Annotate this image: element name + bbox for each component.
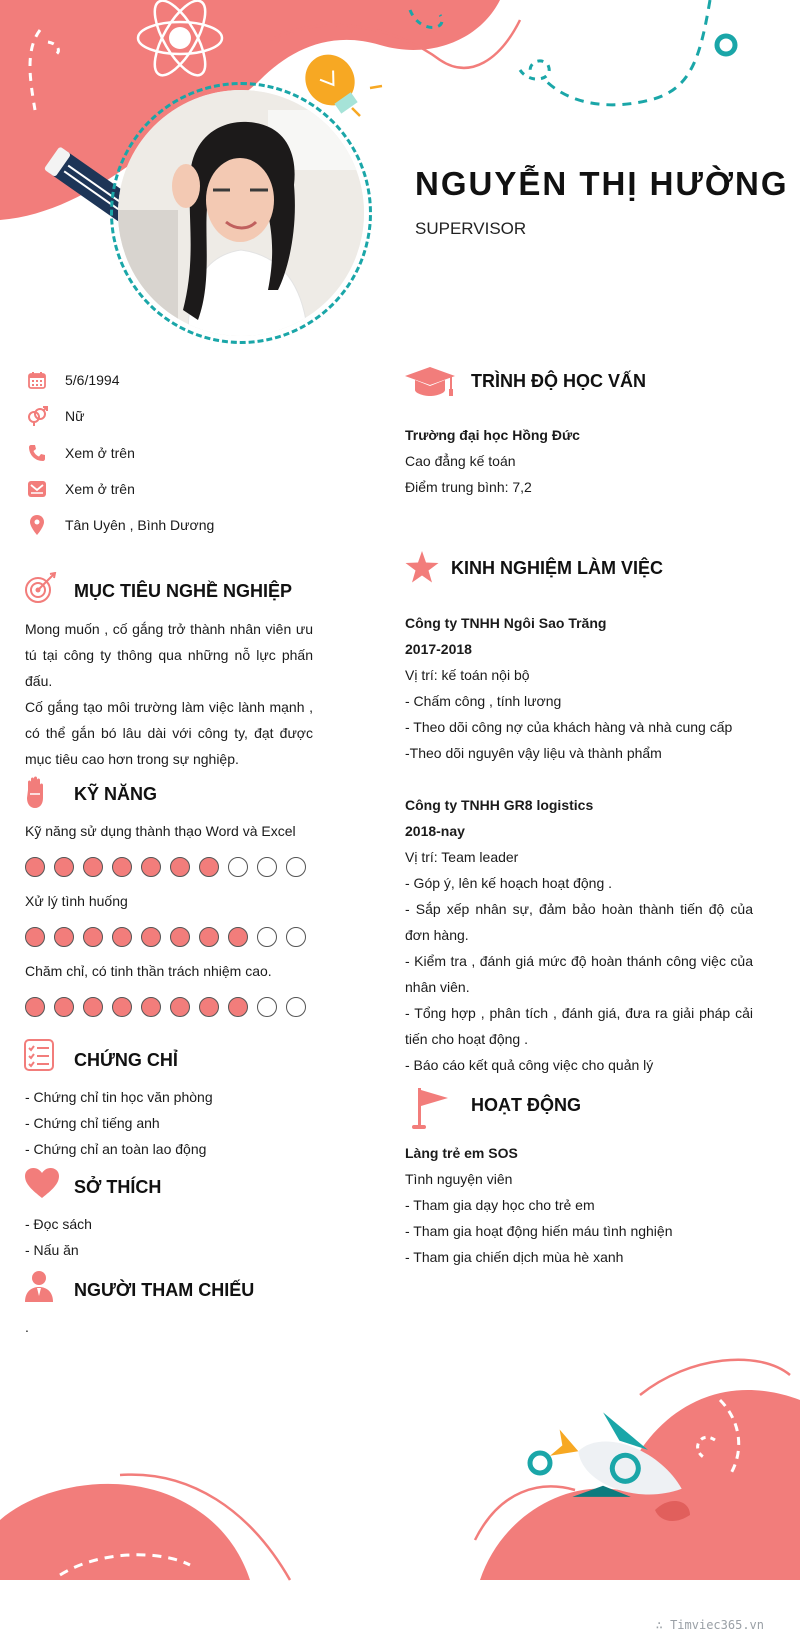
- list-item: - Chứng chỉ tiếng anh: [25, 1115, 160, 1131]
- skill-name: Kỹ năng sử dụng thành thạo Word và Excel: [25, 823, 296, 839]
- list-item: - Tham gia hoạt động hiến máu tình nghiện: [405, 1223, 673, 1239]
- watermark: ∴ Timviec365.vn: [655, 1618, 764, 1632]
- job-line: - Theo dõi công nợ của khách hàng và nhà cung cấp: [405, 719, 733, 735]
- list-item: - Chứng chỉ an toàn lao động: [25, 1141, 207, 1157]
- section-title-references: NGƯỜI THAM CHIẾU: [74, 1280, 255, 1300]
- job-title: SUPERVISOR: [415, 219, 527, 238]
- gender-icon: [25, 404, 49, 428]
- rating-dot-filled: [141, 927, 161, 947]
- skill-rating: [25, 997, 306, 1017]
- avatar: [118, 90, 364, 336]
- job-line: -Theo dõi nguyên vậy liệu và thành phẩm: [405, 745, 662, 761]
- hand-icon: [24, 776, 48, 815]
- job-line: - Sắp xếp nhân sự, đảm bảo hoàn thành tiến độ của đơn hàng.: [405, 901, 753, 943]
- rating-dot-empty: [286, 857, 306, 877]
- experience-job: [405, 610, 753, 766]
- list-item: - Đọc sách: [25, 1216, 92, 1232]
- graduation-cap-icon: [403, 366, 457, 403]
- rating-dot-filled: [112, 997, 132, 1017]
- contact-phone: [25, 441, 135, 465]
- footer-decoration: [0, 1350, 800, 1638]
- rating-dot-filled: [83, 927, 103, 947]
- school-name: Trường đại học Hồng Đức: [405, 427, 580, 443]
- rating-dot-empty: [286, 927, 306, 947]
- contact-text: 5/6/1994: [65, 372, 120, 388]
- activity-org: Làng trẻ em SOS: [405, 1145, 518, 1161]
- section-title-hobbies: SỞ THÍCH: [74, 1177, 162, 1197]
- section-title-education: TRÌNH ĐỘ HỌC VẤN: [471, 371, 646, 391]
- rating-dot-filled: [170, 927, 190, 947]
- target-icon: [24, 572, 58, 609]
- rating-dot-filled: [228, 997, 248, 1017]
- contact-gender: [25, 404, 84, 428]
- rating-dot-filled: [170, 997, 190, 1017]
- job-line: - Chấm công , tính lương: [405, 693, 562, 709]
- hobby-list: [25, 1211, 92, 1263]
- contact-text: Xem ở trên: [65, 445, 135, 461]
- skill-rating: [25, 927, 306, 947]
- contact-text: Nữ: [65, 408, 85, 424]
- rating-dot-filled: [112, 927, 132, 947]
- job-line: - Kiểm tra , đánh giá mức độ hoàn thánh công việc của nhân viên.: [405, 953, 753, 995]
- rating-dot-filled: [141, 997, 161, 1017]
- rating-dot-filled: [83, 997, 103, 1017]
- contact-text: Xem ở trên: [65, 481, 135, 497]
- major: Cao đẳng kế toán: [405, 453, 516, 469]
- contact-birthday: [25, 368, 120, 392]
- company-name: Công ty TNHH Ngôi Sao Trăng: [405, 615, 607, 631]
- contact-text: Tân Uyên , Bình Dương: [65, 517, 215, 533]
- rating-dot-filled: [54, 857, 74, 877]
- phone-icon: [25, 441, 49, 465]
- objective-paragraph: Cố gắng tạo môi trường làm việc lành mạnh , có thể gắn bó lâu dài với công ty, đạt được mục tiêu cao hơn trong sự nghiệp.: [25, 699, 313, 767]
- job-line: - Báo cáo kết quả công việc cho quản lý: [405, 1057, 654, 1073]
- skill-name: Chăm chỉ, có tinh thần trách nhiệm cao.: [25, 963, 272, 979]
- section-title-activities: HOẠT ĐỘNG: [471, 1095, 581, 1115]
- rating-dot-filled: [54, 927, 74, 947]
- rating-dot-filled: [25, 997, 45, 1017]
- job-period: 2017-2018: [405, 641, 472, 657]
- heart-icon: [24, 1167, 60, 1204]
- objective-text: [25, 616, 313, 772]
- objective-paragraph: Mong muốn , cố gắng trở thành nhân viên ưu tú tại công ty thông qua những nỗ lực phấn đấu.: [25, 621, 313, 689]
- calendar-icon: [25, 368, 49, 392]
- job-line: Vị trí: Team leader: [405, 849, 519, 865]
- list-item: - Chứng chỉ tin học văn phòng: [25, 1089, 213, 1105]
- contact-email: [25, 477, 135, 501]
- certificate-list: [25, 1084, 213, 1162]
- candidate-name: NGUYỄN THỊ HƯỜNG: [415, 165, 789, 202]
- activity-role: Tình nguyện viên: [405, 1171, 513, 1187]
- job-line: - Góp ý, lên kế hoạch hoạt động .: [405, 875, 613, 891]
- rating-dot-filled: [199, 927, 219, 947]
- rating-dot-filled: [112, 857, 132, 877]
- rating-dot-filled: [228, 927, 248, 947]
- references-text: .: [25, 1319, 29, 1335]
- rating-dot-empty: [257, 857, 277, 877]
- rating-dot-empty: [257, 997, 277, 1017]
- list-item: - Nấu ăn: [25, 1242, 79, 1258]
- gpa: Điểm trung bình: 7,2: [405, 479, 532, 495]
- skill-name: Xử lý tình huống: [25, 893, 128, 909]
- rating-dot-empty: [228, 857, 248, 877]
- star-icon: [405, 551, 439, 588]
- rating-dot-empty: [257, 927, 277, 947]
- job-line: Vị trí: kế toán nội bộ: [405, 667, 530, 683]
- rating-dot-filled: [170, 857, 190, 877]
- list-item: - Tham gia chiến dịch mùa hè xanh: [405, 1249, 624, 1265]
- rating-dot-filled: [83, 857, 103, 877]
- job-period: 2018-nay: [405, 823, 465, 839]
- person-icon: [24, 1270, 54, 1307]
- skill-rating: [25, 857, 306, 877]
- list-item: - Tham gia dạy học cho trẻ em: [405, 1197, 595, 1213]
- rating-dot-filled: [54, 997, 74, 1017]
- company-name: Công ty TNHH GR8 logistics: [405, 797, 594, 813]
- flag-icon: [412, 1086, 452, 1135]
- experience-job: [405, 792, 753, 1078]
- email-icon: [25, 477, 49, 501]
- certificate-icon: [24, 1039, 54, 1076]
- education-details: [405, 422, 755, 500]
- rating-dot-filled: [25, 857, 45, 877]
- rating-dot-filled: [199, 997, 219, 1017]
- rating-dot-filled: [25, 927, 45, 947]
- section-title-skills: KỸ NĂNG: [74, 784, 158, 804]
- rating-dot-filled: [141, 857, 161, 877]
- job-line: - Tổng hợp , phân tích , đánh giá, đưa ra giải pháp cải tiến cho hoạt động .: [405, 1005, 753, 1047]
- rating-dot-empty: [286, 997, 306, 1017]
- section-title-certificates: CHỨNG CHỈ: [74, 1050, 178, 1070]
- section-title-objective: MỤC TIÊU NGHỀ NGHIỆP: [74, 581, 293, 601]
- section-title-experience: KINH NGHIỆM LÀM VIỆC: [451, 558, 664, 578]
- activity-details: [405, 1140, 755, 1270]
- rating-dot-filled: [199, 857, 219, 877]
- contact-address: [25, 513, 214, 537]
- location-icon: [25, 513, 49, 537]
